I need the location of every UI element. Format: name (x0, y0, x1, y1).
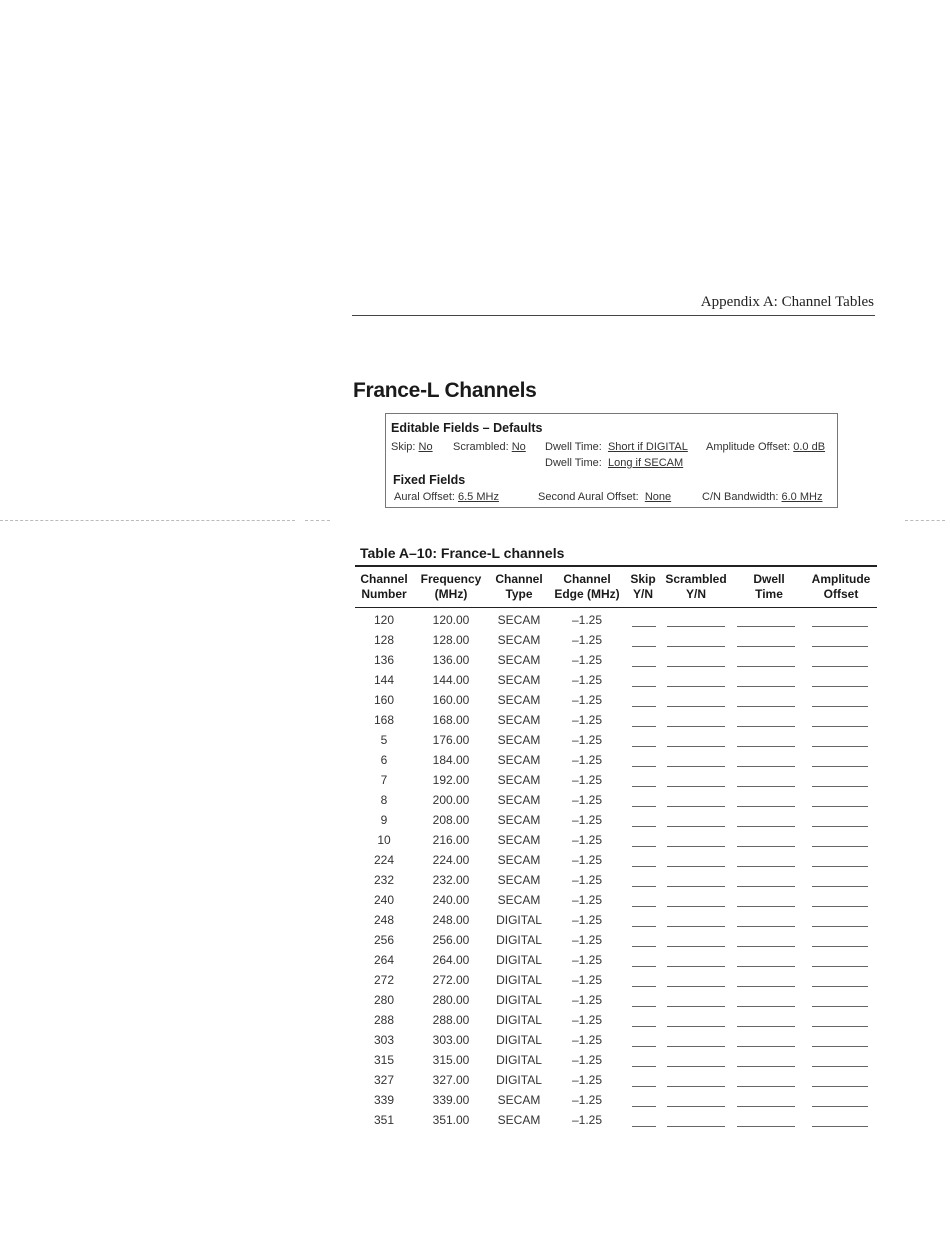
skip-blank[interactable] (632, 706, 656, 707)
amplitude-blank[interactable] (812, 1106, 868, 1107)
skip-blank[interactable] (632, 846, 656, 847)
header-amplitude-offset: Amplitude Offset (811, 572, 871, 601)
table-row (355, 648, 877, 668)
cell-channel-edge: –1.25 (571, 1093, 603, 1107)
cell-channel-edge: –1.25 (571, 613, 603, 627)
editable-fields-heading: Editable Fields – Defaults (391, 421, 543, 435)
amplitude-blank[interactable] (812, 1066, 868, 1067)
cell-channel-edge: –1.25 (571, 853, 603, 867)
fixed-fields-heading: Fixed Fields (393, 473, 466, 487)
cell-channel-type: DIGITAL (496, 1013, 542, 1027)
scrambled-blank[interactable] (667, 686, 725, 687)
table-row (355, 788, 877, 808)
scrambled-blank[interactable] (667, 986, 725, 987)
amplitude-value: 0.0 dB (793, 441, 826, 453)
skip-blank[interactable] (632, 726, 656, 727)
scrambled-blank[interactable] (667, 1046, 725, 1047)
aural-label: Aural Offset: (394, 491, 455, 503)
cell-frequency: 168.00 (432, 713, 470, 727)
cell-channel-edge: –1.25 (571, 893, 603, 907)
skip-blank[interactable] (632, 926, 656, 927)
cell-frequency: 256.00 (432, 933, 470, 947)
aural-value: 6.5 MHz (458, 491, 499, 503)
skip-label: Skip: (391, 441, 416, 453)
dwell-blank[interactable] (737, 1006, 795, 1007)
cell-channel-edge: –1.25 (571, 713, 603, 727)
cell-channel-edge: –1.25 (571, 813, 603, 827)
skip-blank[interactable] (632, 966, 656, 967)
dwell-blank[interactable] (737, 766, 795, 767)
cell-channel-type: DIGITAL (496, 1053, 542, 1067)
scrambled-blank[interactable] (667, 826, 725, 827)
page-edge-mark-right (905, 520, 945, 521)
scrambled-blank[interactable] (667, 1086, 725, 1087)
cn-bandwidth-fixed (702, 491, 822, 503)
cell-frequency: 351.00 (432, 1113, 470, 1127)
amplitude-blank[interactable] (812, 846, 868, 847)
table-row (355, 1108, 877, 1128)
dwell-blank[interactable] (737, 1086, 795, 1087)
cell-channel-number: 240 (373, 893, 395, 907)
cell-frequency: 248.00 (432, 913, 470, 927)
skip-blank[interactable] (632, 906, 656, 907)
header-channel-type: Channel Type (495, 572, 543, 601)
running-header: Appendix A: Channel Tables (700, 294, 874, 310)
scrambled-label: Scrambled: (453, 441, 509, 453)
table-caption: Table A–10: France-L channels (360, 545, 565, 561)
amplitude-blank[interactable] (812, 666, 868, 667)
scrambled-blank[interactable] (667, 1066, 725, 1067)
dwell-blank[interactable] (737, 686, 795, 687)
skip-blank[interactable] (632, 686, 656, 687)
amplitude-blank[interactable] (812, 786, 868, 787)
amplitude-blank[interactable] (812, 1026, 868, 1027)
skip-blank[interactable] (632, 786, 656, 787)
skip-blank[interactable] (632, 746, 656, 747)
cell-channel-number: 339 (373, 1093, 395, 1107)
cell-channel-type: SECAM (497, 613, 541, 627)
skip-blank[interactable] (632, 766, 656, 767)
cell-channel-edge: –1.25 (571, 633, 603, 647)
cell-channel-number: 5 (380, 733, 388, 747)
skip-blank[interactable] (632, 1006, 656, 1007)
cell-channel-edge: –1.25 (571, 753, 603, 767)
cell-channel-type: SECAM (497, 873, 541, 887)
table-row (355, 868, 877, 888)
cell-frequency: 216.00 (432, 833, 470, 847)
skip-blank[interactable] (632, 1126, 656, 1127)
dwell-blank[interactable] (737, 1126, 795, 1127)
skip-blank[interactable] (632, 666, 656, 667)
scrambled-blank[interactable] (667, 846, 725, 847)
cell-channel-edge: –1.25 (571, 873, 603, 887)
table-row (355, 748, 877, 768)
header-scrambled: Scrambled Y/N (665, 572, 727, 601)
table-row (355, 1028, 877, 1048)
cell-channel-number: 248 (373, 913, 395, 927)
skip-blank[interactable] (632, 1026, 656, 1027)
cell-channel-type: SECAM (497, 1113, 541, 1127)
table-row (355, 928, 877, 948)
cell-channel-type: SECAM (497, 733, 541, 747)
skip-blank[interactable] (632, 986, 656, 987)
scrambled-blank[interactable] (667, 706, 725, 707)
amplitude-blank[interactable] (812, 1046, 868, 1047)
cell-frequency: 192.00 (432, 773, 470, 787)
scrambled-blank[interactable] (667, 1026, 725, 1027)
dwell-blank[interactable] (737, 1046, 795, 1047)
dwell-blank[interactable] (737, 786, 795, 787)
dwell-blank[interactable] (737, 626, 795, 627)
header-frequency: Frequency (MHz) (420, 572, 482, 601)
table-row (355, 908, 877, 928)
aural-offset-fixed (394, 491, 499, 503)
table-body (355, 608, 877, 1128)
cell-channel-type: SECAM (497, 1093, 541, 1107)
cell-channel-number: 264 (373, 953, 395, 967)
dwell-default-secam (545, 457, 683, 469)
cell-channel-number: 256 (373, 933, 395, 947)
amplitude-blank[interactable] (812, 706, 868, 707)
amplitude-blank[interactable] (812, 826, 868, 827)
cell-channel-type: DIGITAL (496, 913, 542, 927)
cell-channel-number: 6 (380, 753, 388, 767)
cn-value: 6.0 MHz (781, 491, 823, 503)
amplitude-blank[interactable] (812, 766, 868, 767)
scrambled-blank[interactable] (667, 866, 725, 867)
cell-channel-type: SECAM (497, 833, 541, 847)
scrambled-blank[interactable] (667, 666, 725, 667)
cell-frequency: 160.00 (432, 693, 470, 707)
dwell-blank[interactable] (737, 866, 795, 867)
skip-blank[interactable] (632, 1046, 656, 1047)
table-row (355, 1068, 877, 1088)
table-row (355, 768, 877, 788)
scrambled-blank[interactable] (667, 746, 725, 747)
cell-channel-number: 351 (373, 1113, 395, 1127)
cell-channel-edge: –1.25 (571, 973, 603, 987)
cell-frequency: 315.00 (432, 1053, 470, 1067)
cell-channel-number: 272 (373, 973, 395, 987)
scrambled-blank[interactable] (667, 1126, 725, 1127)
cell-channel-edge: –1.25 (571, 1053, 603, 1067)
cell-frequency: 272.00 (432, 973, 470, 987)
cell-channel-edge: –1.25 (571, 733, 603, 747)
amplitude-blank[interactable] (812, 806, 868, 807)
dwell-blank[interactable] (737, 1026, 795, 1027)
dwell-blank[interactable] (737, 666, 795, 667)
cell-frequency: 184.00 (432, 753, 470, 767)
cell-frequency: 339.00 (432, 1093, 470, 1107)
scrambled-blank[interactable] (667, 1106, 725, 1107)
cell-channel-edge: –1.25 (571, 993, 603, 1007)
scrambled-blank[interactable] (667, 626, 725, 627)
cell-channel-number: 232 (373, 873, 395, 887)
dwell-blank[interactable] (737, 746, 795, 747)
cell-channel-number: 128 (373, 633, 395, 647)
amplitude-blank[interactable] (812, 926, 868, 927)
scrambled-blank[interactable] (667, 766, 725, 767)
skip-blank[interactable] (632, 826, 656, 827)
scrambled-blank[interactable] (667, 966, 725, 967)
defaults-box (385, 413, 838, 508)
cell-channel-number: 8 (380, 793, 388, 807)
cell-channel-type: SECAM (497, 633, 541, 647)
footer-cut-off (358, 1180, 876, 1186)
skip-blank[interactable] (632, 646, 656, 647)
dwell-default-digital (545, 441, 688, 453)
cell-channel-type: SECAM (497, 773, 541, 787)
table-row (355, 1048, 877, 1068)
second-aural-label: Second Aural Offset: (538, 491, 639, 503)
cell-frequency: 264.00 (432, 953, 470, 967)
cell-channel-edge: –1.25 (571, 793, 603, 807)
dwell-blank[interactable] (737, 986, 795, 987)
dwell-blank[interactable] (737, 726, 795, 727)
cell-channel-edge: –1.25 (571, 693, 603, 707)
table-row (355, 1008, 877, 1028)
channel-table (355, 565, 877, 1128)
amplitude-blank[interactable] (812, 906, 868, 907)
scrambled-blank[interactable] (667, 906, 725, 907)
cell-channel-edge: –1.25 (571, 933, 603, 947)
cell-channel-type: SECAM (497, 893, 541, 907)
dwell-blank[interactable] (737, 906, 795, 907)
amplitude-label: Amplitude Offset: (706, 441, 791, 453)
cell-frequency: 200.00 (432, 793, 470, 807)
amplitude-blank[interactable] (812, 1126, 868, 1127)
amplitude-blank[interactable] (812, 866, 868, 867)
cell-channel-type: SECAM (497, 753, 541, 767)
table-row (355, 1088, 877, 1108)
cell-channel-type: DIGITAL (496, 953, 542, 967)
dwell-blank[interactable] (737, 646, 795, 647)
cell-channel-edge: –1.25 (571, 833, 603, 847)
cell-channel-edge: –1.25 (571, 773, 603, 787)
cell-channel-edge: –1.25 (571, 1073, 603, 1087)
header-channel-edge: Channel Edge (MHz) (554, 572, 620, 601)
cell-frequency: 144.00 (432, 673, 470, 687)
cell-channel-type: SECAM (497, 793, 541, 807)
scrambled-blank[interactable] (667, 726, 725, 727)
dwell-blank[interactable] (737, 966, 795, 967)
cell-channel-type: DIGITAL (496, 993, 542, 1007)
amplitude-blank[interactable] (812, 1006, 868, 1007)
dwell-blank[interactable] (737, 806, 795, 807)
table-row (355, 948, 877, 968)
scrambled-blank[interactable] (667, 886, 725, 887)
amplitude-blank[interactable] (812, 626, 868, 627)
cell-channel-type: SECAM (497, 813, 541, 827)
table-row (355, 608, 877, 628)
cell-channel-number: 144 (373, 673, 395, 687)
page-edge-mark-mid (305, 520, 330, 521)
table-row (355, 988, 877, 1008)
cell-frequency: 224.00 (432, 853, 470, 867)
amplitude-blank[interactable] (812, 946, 868, 947)
amplitude-blank[interactable] (812, 886, 868, 887)
scrambled-value: No (511, 441, 526, 453)
second-aural-value: None (644, 491, 672, 503)
scrambled-blank[interactable] (667, 786, 725, 787)
table-row (355, 668, 877, 688)
cell-channel-number: 168 (373, 713, 395, 727)
cell-channel-edge: –1.25 (571, 1033, 603, 1047)
table-row (355, 628, 877, 648)
cell-channel-number: 7 (380, 773, 388, 787)
cell-channel-number: 280 (373, 993, 395, 1007)
header-skip: Skip Y/N (630, 572, 656, 601)
skip-blank[interactable] (632, 1066, 656, 1067)
skip-blank[interactable] (632, 866, 656, 867)
dwell-label: Dwell Time: (545, 457, 602, 469)
cell-frequency: 120.00 (432, 613, 470, 627)
dwell-blank[interactable] (737, 1066, 795, 1067)
dwell-blank[interactable] (737, 946, 795, 947)
table-header-row (355, 567, 877, 607)
cell-channel-edge: –1.25 (571, 913, 603, 927)
second-aural-offset-fixed (538, 491, 671, 503)
cell-channel-number: 120 (373, 613, 395, 627)
amplitude-blank[interactable] (812, 986, 868, 987)
cell-channel-type: DIGITAL (496, 933, 542, 947)
dwell-blank[interactable] (737, 846, 795, 847)
cell-channel-number: 10 (377, 833, 391, 847)
cell-frequency: 176.00 (432, 733, 470, 747)
cell-channel-edge: –1.25 (571, 1113, 603, 1127)
amplitude-blank[interactable] (812, 726, 868, 727)
cell-channel-number: 288 (373, 1013, 395, 1027)
cell-channel-number: 160 (373, 693, 395, 707)
dwell-blank[interactable] (737, 886, 795, 887)
dwell-value-secam: Long if SECAM (607, 457, 684, 469)
skip-blank[interactable] (632, 626, 656, 627)
amplitude-blank[interactable] (812, 1086, 868, 1087)
scrambled-blank[interactable] (667, 806, 725, 807)
skip-blank[interactable] (632, 1086, 656, 1087)
cell-frequency: 303.00 (432, 1033, 470, 1047)
skip-blank[interactable] (632, 806, 656, 807)
amplitude-blank[interactable] (812, 746, 868, 747)
cell-channel-type: SECAM (497, 853, 541, 867)
cn-label: C/N Bandwidth: (702, 491, 779, 503)
skip-blank[interactable] (632, 1106, 656, 1107)
dwell-blank[interactable] (737, 926, 795, 927)
cell-channel-edge: –1.25 (571, 1013, 603, 1027)
cell-channel-number: 327 (373, 1073, 395, 1087)
skip-default (391, 441, 433, 453)
header-dwell-time: Dwell Time (753, 572, 785, 601)
skip-value: No (418, 441, 433, 453)
scrambled-blank[interactable] (667, 946, 725, 947)
table-row (355, 808, 877, 828)
dwell-label: Dwell Time: (545, 441, 602, 453)
dwell-blank[interactable] (737, 1106, 795, 1107)
cell-frequency: 128.00 (432, 633, 470, 647)
page-edge-mark-left (0, 520, 295, 521)
header-channel-number: Channel Number (360, 572, 408, 601)
cell-channel-type: SECAM (497, 713, 541, 727)
cell-channel-edge: –1.25 (571, 953, 603, 967)
cell-channel-edge: –1.25 (571, 653, 603, 667)
amplitude-blank[interactable] (812, 686, 868, 687)
table-row (355, 708, 877, 728)
cell-channel-type: DIGITAL (496, 1073, 542, 1087)
cell-channel-type: SECAM (497, 653, 541, 667)
dwell-value-digital: Short if DIGITAL (607, 441, 688, 453)
cell-frequency: 288.00 (432, 1013, 470, 1027)
table-row (355, 728, 877, 748)
table-row (355, 848, 877, 868)
cell-frequency: 232.00 (432, 873, 470, 887)
scrambled-default (453, 441, 526, 453)
skip-blank[interactable] (632, 946, 656, 947)
table-row (355, 688, 877, 708)
table-row (355, 888, 877, 908)
skip-blank[interactable] (632, 886, 656, 887)
header-rule (352, 315, 875, 316)
amplitude-blank[interactable] (812, 966, 868, 967)
cell-frequency: 208.00 (432, 813, 470, 827)
cell-channel-number: 136 (373, 653, 395, 667)
scrambled-blank[interactable] (667, 1006, 725, 1007)
cell-channel-edge: –1.25 (571, 673, 603, 687)
cell-frequency: 327.00 (432, 1073, 470, 1087)
cell-frequency: 136.00 (432, 653, 470, 667)
cell-channel-type: SECAM (497, 673, 541, 687)
scrambled-blank[interactable] (667, 926, 725, 927)
cell-frequency: 280.00 (432, 993, 470, 1007)
cell-channel-number: 9 (380, 813, 388, 827)
cell-channel-type: SECAM (497, 693, 541, 707)
section-title: France-L Channels (353, 379, 537, 402)
dwell-blank[interactable] (737, 706, 795, 707)
cell-channel-number: 224 (373, 853, 395, 867)
cell-channel-type: DIGITAL (496, 973, 542, 987)
dwell-blank[interactable] (737, 826, 795, 827)
amplitude-blank[interactable] (812, 646, 868, 647)
scrambled-blank[interactable] (667, 646, 725, 647)
cell-channel-number: 315 (373, 1053, 395, 1067)
cell-channel-type: DIGITAL (496, 1033, 542, 1047)
table-row (355, 828, 877, 848)
amplitude-default (706, 441, 825, 453)
table-row (355, 968, 877, 988)
cell-channel-number: 303 (373, 1033, 395, 1047)
cell-frequency: 240.00 (432, 893, 470, 907)
